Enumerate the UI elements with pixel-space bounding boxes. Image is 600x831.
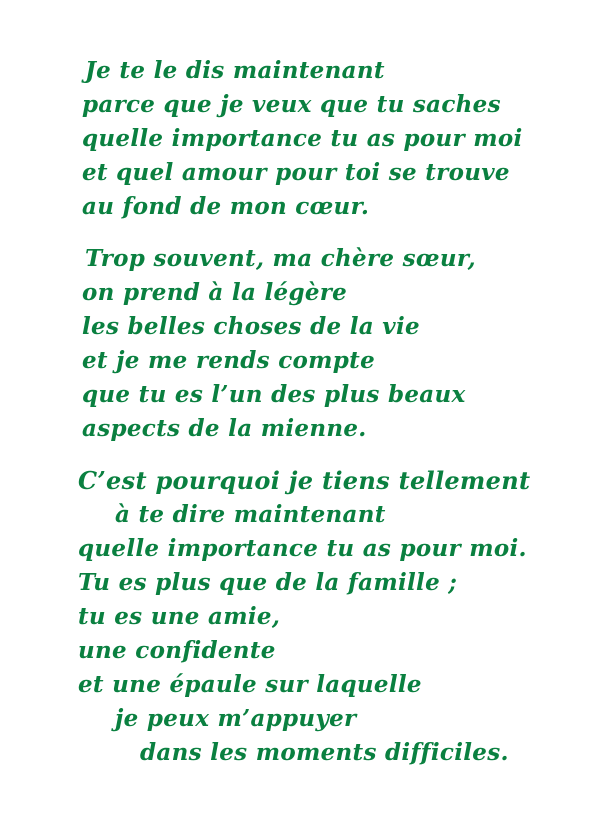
poem-line: Trop souvent, ma chère sœur, [85,245,476,272]
poem-line: que tu es l’un des plus beaux [82,381,466,408]
poem-line: à te dire maintenant [115,501,386,528]
poem-line: on prend à la légère [82,279,348,306]
poem-line: une confidente [78,637,276,664]
stanza-1 [0,54,600,224]
poem-line: tu es une amie, [78,603,281,630]
poem-line: C’est pourquoi je tiens tellement [78,466,531,495]
poem-line: quelle importance tu as pour moi. [78,535,527,562]
poem-line: dans les moments difficiles. [140,739,509,766]
poem-body [0,54,600,770]
stanza-2 [0,242,600,446]
poem-line: les belles choses de la vie [82,313,420,340]
poem-line: Je te le dis maintenant [85,57,385,84]
poem-line: Tu es plus que de la famille ; [78,569,458,596]
poem-line: je peux m’appuyer [115,705,357,732]
stanza-3 [0,464,600,770]
poem-line: quelle importance tu as pour moi [82,125,523,152]
poem-line: parce que je veux que tu saches [82,91,501,118]
poem-line: au fond de mon cœur. [82,193,370,220]
poem-line: aspects de la mienne. [82,415,367,442]
poem-line: et une épaule sur laquelle [78,671,422,698]
poem-line: et quel amour pour toi se trouve [82,159,510,186]
poem-line: et je me rends compte [82,347,376,374]
